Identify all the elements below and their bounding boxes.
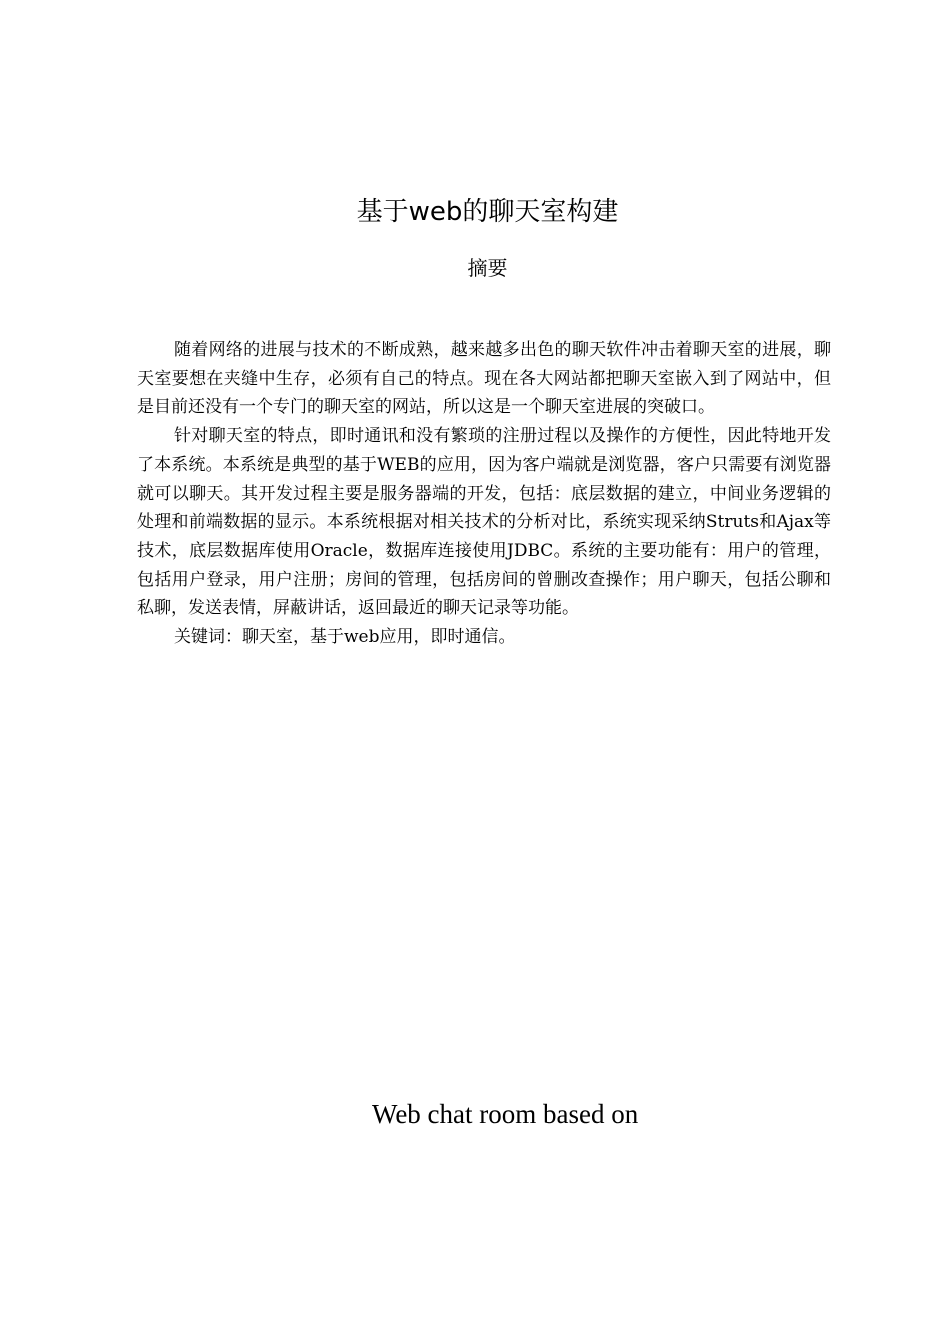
- keywords-text: 聊天室，基于web应用，即时通信。: [242, 627, 516, 648]
- keywords-label: 关键词：: [174, 627, 242, 648]
- abstract-paragraph-2: 针对聊天室的特点，即时通讯和没有繁琐的注册过程以及操作的方便性，因此特地开发了本系统。本系统是典型的基于WEB的应用，因为客户端就是浏览器，客户只需要有浏览器就可以聊天。其开发过程主要是服务器端的开发，包括：底层数据的建立，中间业务逻辑的处理和前端数据的显示。本系统根据对相关技术的分析对比，系统实现采纳Struts和Ajax等技术，底层数据库使用Oracle，数据库连接使用JDBC。系统的主要功能有：用户的管理，包括用户登录，用户注册；房间的管理，包括房间的曾删改查操作；用户聊天，包括公聊和私聊，发送表情，屏蔽讲话，返回最近的聊天记录等功能。: [137, 426, 831, 619]
- abstract-paragraph-1: 随着网络的进展与技术的不断成熟，越来越多出色的聊天软件冲击着聊天室的进展，聊天室要想在夹缝中生存，必须有自己的特点。现在各大网站都把聊天室嵌入到了网站中，但是目前还没有一个专门的聊天室的网站，所以这是一个聊天室进展的突破口。: [137, 340, 831, 418]
- keywords-line: [137, 623, 831, 652]
- abstract-heading: 摘要: [467, 256, 508, 280]
- document-title: 基于web的聊天室构建: [356, 197, 619, 227]
- abstract-body: [137, 336, 831, 652]
- english-title: Web chat room based on: [372, 1099, 639, 1129]
